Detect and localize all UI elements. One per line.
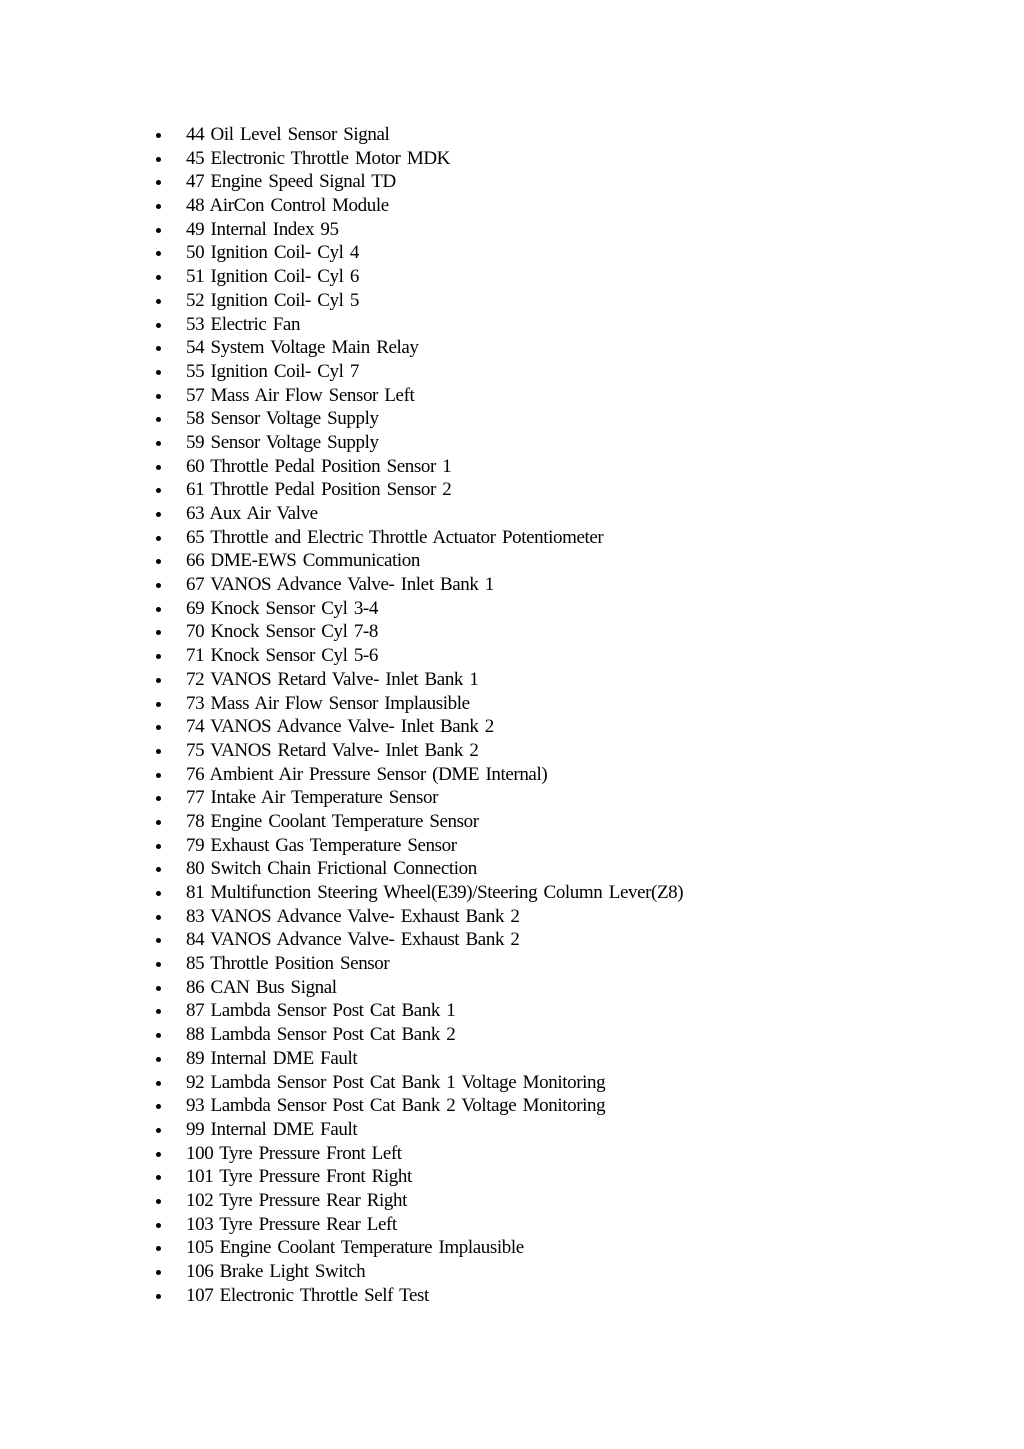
bullet-icon <box>156 749 161 754</box>
list-item <box>150 123 683 147</box>
list-item-text: 78 Engine Coolant Temperature Sensor <box>186 810 479 832</box>
bullet-icon <box>156 1175 161 1180</box>
list-item-text: 103 Tyre Pressure Rear Left <box>186 1213 397 1235</box>
list-item-text: 71 Knock Sensor Cyl 5-6 <box>186 645 378 667</box>
list-item <box>150 289 683 313</box>
list-item-text: 74 VANOS Advance Valve- Inlet Bank 2 <box>186 716 494 738</box>
bullet-icon <box>156 417 161 422</box>
list-item-text: 49 Internal Index 95 <box>186 218 339 240</box>
list-item-text: 59 Sensor Voltage Supply <box>186 431 379 453</box>
list-item-text: 101 Tyre Pressure Front Right <box>186 1166 412 1188</box>
list-item <box>150 1213 683 1237</box>
list-item-text: 77 Intake Air Temperature Sensor <box>186 787 439 809</box>
list-item <box>150 810 683 834</box>
list-item <box>150 1284 683 1308</box>
list-item-text: 100 Tyre Pressure Front Left <box>186 1142 402 1164</box>
list-item <box>150 549 683 573</box>
bullet-icon <box>156 394 161 399</box>
list-item <box>150 360 683 384</box>
list-item-text: 92 Lambda Sensor Post Cat Bank 1 Voltage Monitoring <box>186 1071 606 1093</box>
list-item-text: 102 Tyre Pressure Rear Right <box>186 1189 407 1211</box>
bullet-icon <box>156 1152 161 1157</box>
bullet-icon <box>156 1033 161 1038</box>
bullet-icon <box>156 796 161 801</box>
list-item-text: 107 Electronic Throttle Self Test <box>186 1284 429 1306</box>
list-item-text: 105 Engine Coolant Temperature Implausible <box>186 1237 524 1259</box>
list-item-text: 65 Throttle and Electric Throttle Actuator Potentiometer <box>186 526 604 548</box>
bullet-icon <box>156 1246 161 1251</box>
list-item-text: 70 Knock Sensor Cyl 7-8 <box>186 621 378 643</box>
list-item-text: 55 Ignition Coil- Cyl 7 <box>186 360 359 382</box>
bullet-icon <box>156 1128 161 1133</box>
bullet-icon <box>156 678 161 683</box>
list-item-text: 75 VANOS Retard Valve- Inlet Bank 2 <box>186 739 479 761</box>
list-item <box>150 336 683 360</box>
list-item-text: 61 Throttle Pedal Position Sensor 2 <box>186 479 452 501</box>
list-item-text: 76 Ambient Air Pressure Sensor (DME Internal) <box>186 763 548 785</box>
list-item-text: 69 Knock Sensor Cyl 3-4 <box>186 597 378 619</box>
list-item-text: 47 Engine Speed Signal TD <box>186 171 396 193</box>
list-item <box>150 1071 683 1095</box>
list-item <box>150 407 683 431</box>
list-item-text: 58 Sensor Voltage Supply <box>186 408 379 430</box>
list-item <box>150 952 683 976</box>
list-item <box>150 1260 683 1284</box>
list-item <box>150 1118 683 1142</box>
list-item <box>150 384 683 408</box>
list-item-text: 57 Mass Air Flow Sensor Left <box>186 384 415 406</box>
list-item <box>150 668 683 692</box>
list-item-text: 66 DME-EWS Communication <box>186 550 420 572</box>
list-item <box>150 313 683 337</box>
bullet-icon <box>156 1270 161 1275</box>
bullet-icon <box>156 204 161 209</box>
list-item-text: 51 Ignition Coil- Cyl 6 <box>186 266 359 288</box>
list-item <box>150 739 683 763</box>
list-item <box>150 1094 683 1118</box>
bullet-icon <box>156 559 161 564</box>
bullet-icon <box>156 370 161 375</box>
bullet-icon <box>156 915 161 920</box>
bullet-icon <box>156 1009 161 1014</box>
bullet-icon <box>156 938 161 943</box>
list-item <box>150 241 683 265</box>
bullet-icon <box>156 323 161 328</box>
list-item-text: 83 VANOS Advance Valve- Exhaust Bank 2 <box>186 905 520 927</box>
list-item-text: 86 CAN Bus Signal <box>186 976 337 998</box>
bullet-icon <box>156 251 161 256</box>
list-item-text: 60 Throttle Pedal Position Sensor 1 <box>186 455 452 477</box>
list-item-text: 63 Aux Air Valve <box>186 503 318 524</box>
list-item-text: 73 Mass Air Flow Sensor Implausible <box>186 692 470 714</box>
list-item-text: 88 Lambda Sensor Post Cat Bank 2 <box>186 1024 456 1046</box>
bullet-icon <box>156 867 161 872</box>
list-item <box>150 1236 683 1260</box>
list-item-text: 53 Electric Fan <box>186 313 301 335</box>
list-item-text: 99 Internal DME Fault <box>186 1118 358 1140</box>
bullet-icon <box>156 891 161 896</box>
list-item <box>150 1023 683 1047</box>
list-item <box>150 763 683 787</box>
list-item-text: 79 Exhaust Gas Temperature Sensor <box>186 834 457 856</box>
bullet-icon <box>156 512 161 517</box>
bullet-icon <box>156 228 161 233</box>
list-item-text: 84 VANOS Advance Valve- Exhaust Bank 2 <box>186 929 520 951</box>
bullet-icon <box>156 180 161 185</box>
list-item <box>150 170 683 194</box>
bullet-icon <box>156 986 161 991</box>
bullet-icon <box>156 630 161 635</box>
bullet-icon <box>156 441 161 446</box>
bullet-icon <box>156 1057 161 1062</box>
bullet-icon <box>156 133 161 138</box>
list-item <box>150 786 683 810</box>
list-item <box>150 431 683 455</box>
list-item <box>150 455 683 479</box>
bullet-icon <box>156 820 161 825</box>
list-item <box>150 573 683 597</box>
list-item <box>150 976 683 1000</box>
bullet-icon <box>156 1104 161 1109</box>
list-item <box>150 1165 683 1189</box>
list-item-text: 67 VANOS Advance Valve- Inlet Bank 1 <box>186 574 494 596</box>
list-item <box>150 620 683 644</box>
list-item-text: 52 Ignition Coil- Cyl 5 <box>186 289 359 311</box>
list-item-text: 45 Electronic Throttle Motor MDK <box>186 147 450 169</box>
list-item <box>150 905 683 929</box>
bullet-icon <box>156 844 161 849</box>
list-item-text: 85 Throttle Position Sensor <box>186 953 390 975</box>
list-item <box>150 928 683 952</box>
bullet-icon <box>156 1199 161 1204</box>
list-item-text: 106 Brake Light Switch <box>186 1261 366 1282</box>
list-item <box>150 644 683 668</box>
list-item <box>150 1189 683 1213</box>
bullet-icon <box>156 1294 161 1299</box>
list-item <box>150 1047 683 1071</box>
list-item <box>150 147 683 171</box>
list-item <box>150 881 683 905</box>
bullet-icon <box>156 725 161 730</box>
list-item-text: 50 Ignition Coil- Cyl 4 <box>186 242 359 264</box>
list-item-text: 89 Internal DME Fault <box>186 1047 358 1069</box>
bullet-icon <box>156 583 161 588</box>
bullet-icon <box>156 962 161 967</box>
list-item-text: 54 System Voltage Main Relay <box>186 337 419 359</box>
bullet-icon <box>156 299 161 304</box>
bullet-icon <box>156 157 161 162</box>
list-item <box>150 265 683 289</box>
list-item <box>150 526 683 550</box>
bullet-icon <box>156 607 161 612</box>
list-item <box>150 715 683 739</box>
bullet-icon <box>156 654 161 659</box>
bullet-icon <box>156 465 161 470</box>
list-item <box>150 999 683 1023</box>
list-item <box>150 692 683 716</box>
list-item <box>150 478 683 502</box>
list-item <box>150 1142 683 1166</box>
list-item-text: 80 Switch Chain Frictional Connection <box>186 858 477 880</box>
list-item <box>150 834 683 858</box>
bullet-icon <box>156 1223 161 1228</box>
bullet-icon <box>156 702 161 707</box>
bullet-icon <box>156 1081 161 1086</box>
list-item <box>150 857 683 881</box>
bullet-icon <box>156 488 161 493</box>
list-item-text: 81 Multifunction Steering Wheel(E39)/Steering Column Lever(Z8) <box>186 882 684 903</box>
bullet-icon <box>156 536 161 541</box>
list-item-text: 48 AirCon Control Module <box>186 195 389 217</box>
list-item <box>150 218 683 242</box>
list-item-text: 93 Lambda Sensor Post Cat Bank 2 Voltage Monitoring <box>186 1095 606 1117</box>
list-item-text: 44 Oil Level Sensor Signal <box>186 124 390 145</box>
list-item <box>150 194 683 218</box>
fault-code-list <box>150 123 683 1307</box>
bullet-icon <box>156 773 161 778</box>
bullet-icon <box>156 346 161 351</box>
list-item <box>150 597 683 621</box>
bullet-icon <box>156 275 161 280</box>
list-item <box>150 502 683 526</box>
list-item-text: 72 VANOS Retard Valve- Inlet Bank 1 <box>186 668 479 690</box>
list-item-text: 87 Lambda Sensor Post Cat Bank 1 <box>186 1000 456 1022</box>
